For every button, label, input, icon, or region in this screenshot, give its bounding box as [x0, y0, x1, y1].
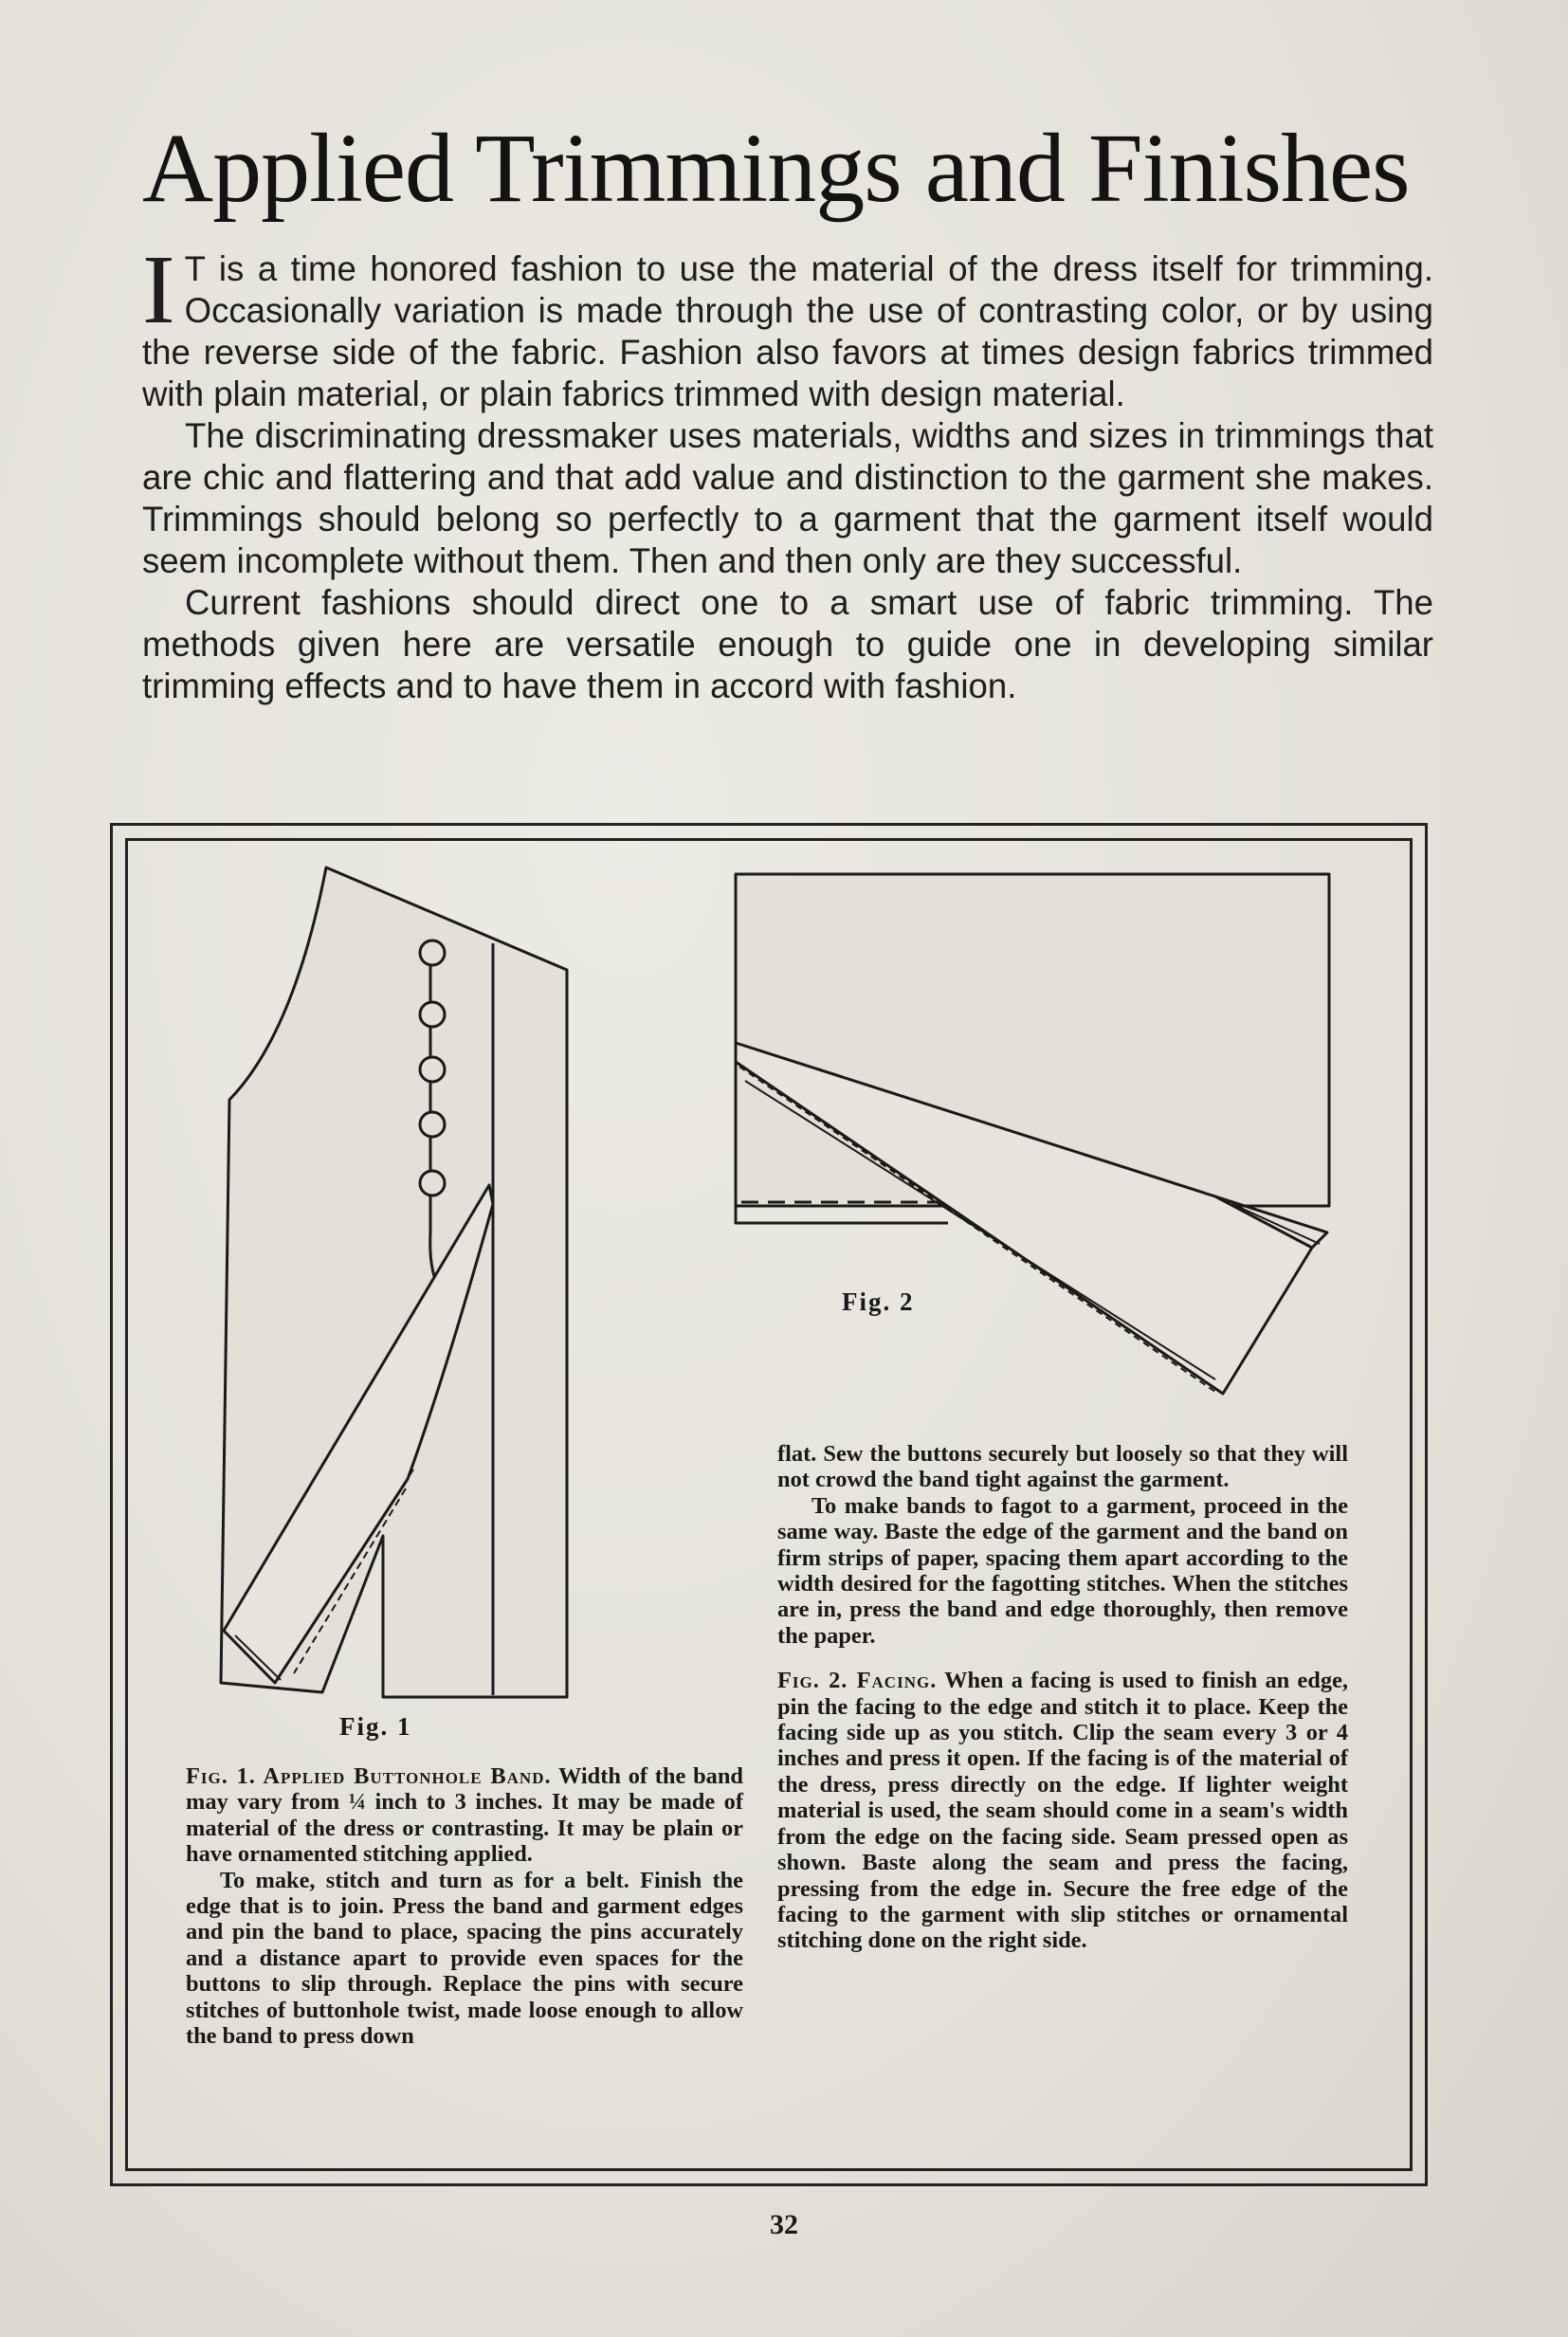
- intro-paragraph-2: The discriminating dressmaker uses materials, widths and sizes in trimmings that are chic and flattering and that add value and distinction to the garment she makes. Trimmings should belong so perfectly to a garment that the garment itself would seem incomplete without them. Then and then only are they successful.: [142, 416, 1433, 580]
- fig2-caption: [777, 1668, 1348, 1953]
- fagot-paragraph: To make bands to fagot to a garment, proceed in the same way. Baste the edge of the garment and the band on firm strips of paper, spacing them apart according to the width desired for the fagotting stitches. When the stitches are in, press the band and edge thoroughly, then remove the paper.: [777, 1492, 1348, 1649]
- fig1-caption-head: Fig. 1. Applied Buttonhole Band.: [186, 1763, 552, 1789]
- fig1-label: Fig. 1: [339, 1712, 412, 1741]
- intro-paragraph-1-text: T is a time honored fashion to use the material of the dress itself for trimming. Occasionally variation is made through the use of contrasting color, or by using the reverse side of the fabric. Fashion also favors at times design fabrics trimmed with plain material, or plain fabrics trimmed with design material.: [142, 249, 1433, 413]
- fig2-caption-text: When a facing is used to finish an edge, pin the facing to the edge and stitch it to place. Keep the facing side up as you stitch. Clip the seam every 3 or 4 inches and press it open. If the facing is of the material of the dress, press directly on the edge. If lighter weight material is used, the seam should come in a seam's width from the edge on the facing side. Seam pressed open as shown. Baste along the seam and press the facing, pressing from the edge in. Secure the free edge of the facing to the garment with slip stitches or ornamental stitching done on the right side.: [777, 1668, 1348, 1954]
- fig1-illustration: [221, 867, 567, 1697]
- page-number: 32: [770, 2209, 798, 2240]
- fig1-instructions: To make, stitch and turn as for a belt. Finish the edge that is to join. Press the band and garment edges and pin the band to place, spacing the pins accurately and a distance apart to provide even spaces for the buttons to slip through. Replace the pins with secure stitches of buttonhole twist, made loose enough to allow the band to press down: [186, 1867, 743, 2050]
- fig2-illustration: [736, 874, 1329, 1394]
- fig1-continuation: flat. Sew the buttons securely but loosely so that they will not crowd the band tight against the garment.: [777, 1441, 1348, 1493]
- fig1-caption-text: Width of the band may vary from ¼ inch to 3 inches. It may be made of material of the dress or contrasting. It may be plain or have ornamented stitching applied.: [186, 1763, 743, 1868]
- fig2-label: Fig. 2: [842, 1287, 915, 1316]
- drop-cap: I: [142, 235, 175, 344]
- intro-paragraph-3: Current fashions should direct one to a smart use of fabric trimming. The methods given here are versatile enough to guide one in developing similar trimming effects and to have them in accord with fashion.: [142, 583, 1433, 705]
- fig2-caption-head: Fig. 2. Facing.: [777, 1668, 938, 1694]
- page-title: Applied Trimmings and Finishes: [142, 114, 1410, 223]
- fig1-caption: [186, 1763, 743, 1868]
- right-column-top: [777, 1441, 1348, 1954]
- left-column: [186, 1763, 743, 2049]
